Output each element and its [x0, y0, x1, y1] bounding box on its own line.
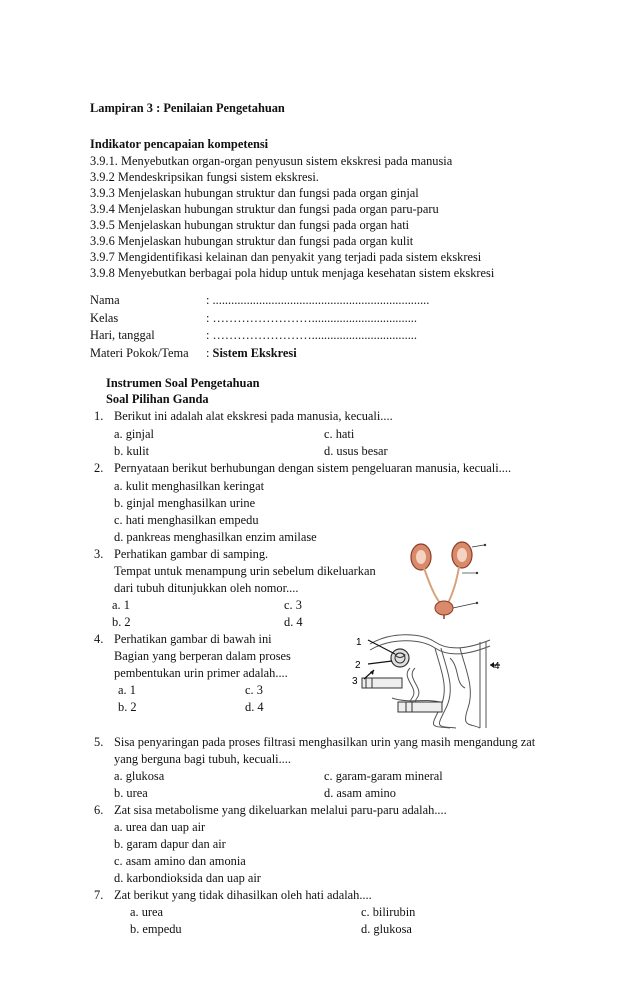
option-d: d. pankreas menghasilkan enzim amilase: [114, 530, 317, 544]
question-text: Tempat untuk menampung urin sebelum dikeluarkan: [114, 564, 376, 578]
indicator-item: 3.9.8 Menyebutkan berbagai pola hidup untuk menjaga kesehatan sistem ekskresi: [90, 266, 495, 280]
option-c: c. hati: [324, 427, 355, 441]
option-a: a. urea: [130, 905, 164, 919]
option-d: d. 4: [284, 615, 303, 629]
option-b: b. empedu: [130, 922, 182, 936]
indicator-item: 3.9.2 Mendeskripsikan fungsi sistem ekskresi.: [90, 170, 319, 184]
nephron-label-3: 3: [352, 676, 358, 687]
class-label: Kelas: [90, 311, 119, 325]
question-number: 2.: [94, 461, 104, 475]
urinary-system-figure: [404, 537, 490, 619]
option-b: b. garam dapur dan air: [114, 837, 226, 851]
instrument-title: Instrumen Soal Pengetahuan: [106, 376, 260, 390]
option-a: a. urea dan uap air: [114, 820, 206, 834]
option-b: b. 2: [118, 700, 137, 714]
option-c: c. asam amino dan amonia: [114, 854, 246, 868]
indicator-item: 3.9.4 Menjelaskan hubungan struktur dan fungsi pada organ paru-paru: [90, 202, 439, 216]
option-d: d. karbondioksida dan uap air: [114, 871, 261, 885]
option-d: d. glukosa: [361, 922, 412, 936]
indicator-item: 3.9.7 Mengidentifikasi kelainan dan penyakit yang terjadi pada sistem ekskresi: [90, 250, 482, 264]
question-number: 1.: [94, 409, 104, 423]
option-a: a. 1: [112, 598, 130, 612]
question-text: Zat berikut yang tidak dihasilkan oleh hati adalah....: [114, 888, 372, 902]
option-b: b. urea: [114, 786, 148, 800]
question-text: Perhatikan gambar di samping.: [114, 547, 269, 561]
option-a: a. 1: [118, 683, 136, 697]
nephron-label-2: 2: [355, 660, 361, 671]
option-b: b. ginjal menghasilkan urine: [114, 496, 256, 510]
page-title: Lampiran 3 : Penilaian Pengetahuan: [90, 101, 285, 115]
option-b: b. kulit: [114, 444, 150, 458]
question-number: 3.: [94, 547, 104, 561]
indicator-heading: Indikator pencapaian kompetensi: [90, 137, 269, 151]
indicator-item: 3.9.1. Menyebutkan organ-organ penyusun sistem ekskresi pada manusia: [90, 154, 453, 168]
option-c: c. bilirubin: [361, 905, 416, 919]
topic-label: Materi Pokok/Tema: [90, 346, 189, 360]
date-field: : ……………………..................................: [206, 328, 417, 342]
option-a: a. kulit menghasilkan keringat: [114, 479, 265, 493]
nephron-label-1: 1: [356, 637, 362, 648]
option-a: a. glukosa: [114, 769, 165, 783]
question-text: Pernyataan berikut berhubungan dengan sistem pengeluaran manusia, kecuali....: [114, 461, 512, 475]
question-number: 7.: [94, 888, 104, 902]
question-text: Sisa penyaringan pada proses filtrasi menghasilkan urin yang masih mengandung zat: [114, 735, 536, 749]
nephron-label-4: 4: [494, 661, 500, 672]
question-number: 4.: [94, 632, 104, 646]
option-c: c. 3: [284, 598, 302, 612]
question-text: Zat sisa metabolisme yang dikeluarkan melalui paru-paru adalah....: [114, 803, 447, 817]
indicator-item: 3.9.6 Menjelaskan hubungan struktur dan fungsi pada organ kulit: [90, 234, 414, 248]
question-text: Berikut ini adalah alat ekskresi pada manusia, kecuali....: [114, 409, 393, 423]
indicator-item: 3.9.5 Menjelaskan hubungan struktur dan fungsi pada organ hati: [90, 218, 410, 232]
topic-field: : Sistem Ekskresi: [206, 346, 297, 360]
option-b: b. 2: [112, 615, 131, 629]
instrument-subtitle: Soal Pilihan Ganda: [106, 392, 209, 406]
question-text: Perhatikan gambar di bawah ini: [114, 632, 272, 646]
indicator-item: 3.9.3 Menjelaskan hubungan struktur dan fungsi pada organ ginjal: [90, 186, 419, 200]
option-c: c. garam-garam mineral: [324, 769, 443, 783]
nephron-figure: [340, 628, 502, 730]
option-d: d. usus besar: [324, 444, 388, 458]
question-number: 5.: [94, 735, 104, 749]
option-c: c. 3: [245, 683, 263, 697]
name-label: Nama: [90, 293, 120, 307]
question-number: 6.: [94, 803, 104, 817]
question-text: Bagian yang berperan dalam proses: [114, 649, 291, 663]
question-text: dari tubuh ditunjukkan oleh nomor....: [114, 581, 299, 595]
date-label: Hari, tanggal: [90, 328, 155, 342]
option-a: a. ginjal: [114, 427, 154, 441]
option-c: c. hati menghasilkan empedu: [114, 513, 259, 527]
name-field: : ......................................................................: [206, 293, 430, 307]
question-text: yang berguna bagi tubuh, kecuali....: [114, 752, 291, 766]
question-text: pembentukan urin primer adalah....: [114, 666, 288, 680]
option-d: d. 4: [245, 700, 264, 714]
class-field: : ……………………..................................: [206, 311, 417, 325]
option-d: d. asam amino: [324, 786, 396, 800]
